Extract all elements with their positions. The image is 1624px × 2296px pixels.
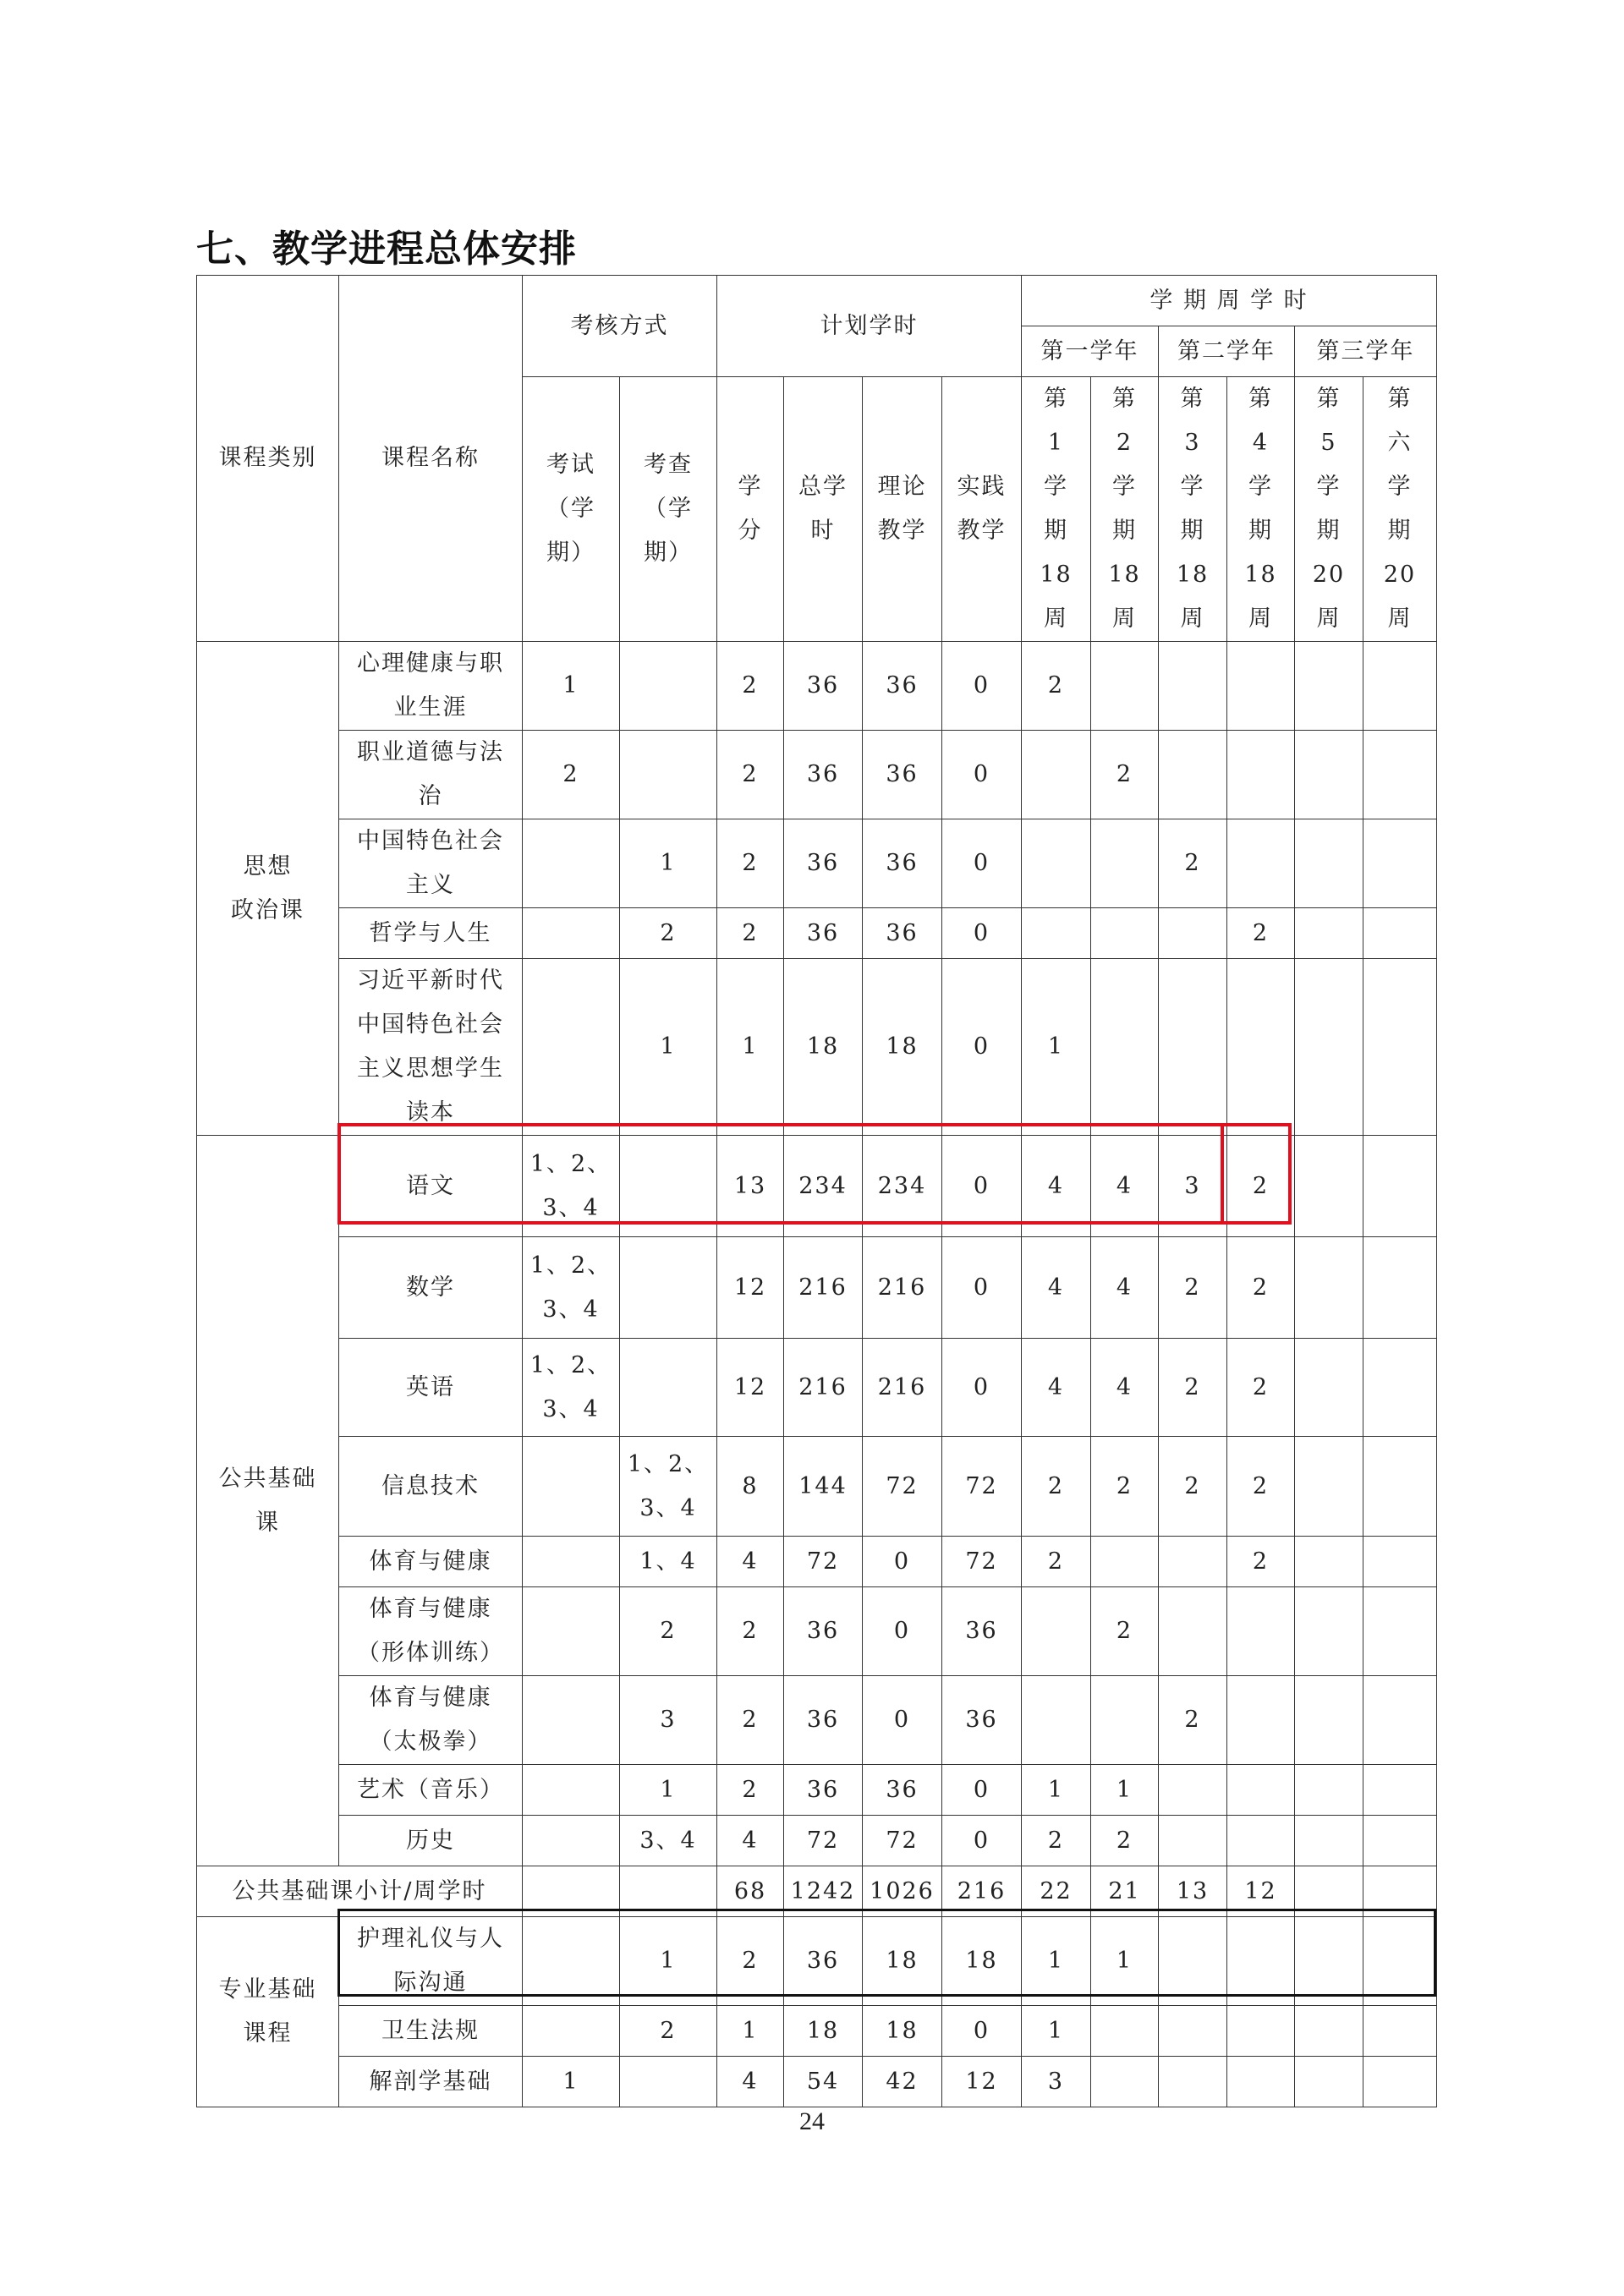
cell-t6 — [1363, 1765, 1437, 1816]
cell-t2 — [1091, 1537, 1159, 1587]
cell-t5 — [1295, 2057, 1363, 2107]
cell-t2: 2 — [1091, 1587, 1159, 1676]
cell-exam — [523, 959, 620, 1136]
cell-check — [620, 1339, 717, 1437]
cell-practice: 0 — [942, 1339, 1022, 1437]
cell-credit: 2 — [717, 1917, 784, 2006]
cell-t6 — [1363, 819, 1437, 908]
header-total-hours: 总学 时 — [784, 377, 863, 642]
cell-t5 — [1295, 1816, 1363, 1866]
cell-practice: 36 — [942, 1676, 1022, 1765]
course-name-cell: 英语 — [339, 1339, 523, 1437]
cell-t2: 4 — [1091, 1237, 1159, 1339]
cell-t5 — [1295, 1237, 1363, 1339]
cell-t4 — [1227, 1816, 1295, 1866]
cell-theory: 234 — [863, 1136, 942, 1237]
course-name-cell: 职业道德与法 治 — [339, 731, 523, 819]
cell-t1: 4 — [1022, 1237, 1091, 1339]
cell-t2: 1 — [1091, 1765, 1159, 1816]
cell-practice: 0 — [942, 1816, 1022, 1866]
cell-t1: 1 — [1022, 959, 1091, 1136]
cell-t2 — [1091, 819, 1159, 908]
header-category: 课程类别 — [197, 276, 339, 642]
cell-t6 — [1363, 1136, 1437, 1237]
header-practice: 实践 教学 — [942, 377, 1022, 642]
cell-t1: 2 — [1022, 1816, 1091, 1866]
cell-t4: 2 — [1227, 1437, 1295, 1537]
header-row — [197, 276, 1437, 326]
cell-t4 — [1227, 1765, 1295, 1816]
cell-t5 — [1295, 908, 1363, 959]
cell-t1: 1 — [1022, 1765, 1091, 1816]
cell-t6 — [1363, 1587, 1437, 1676]
cell-total: 144 — [784, 1437, 863, 1537]
cell-t2 — [1091, 908, 1159, 959]
cell-check: 1 — [620, 819, 717, 908]
header-term2: 第 2 学 期 18 周 — [1091, 377, 1159, 642]
cell-t3 — [1159, 908, 1227, 959]
table-row — [197, 1537, 1437, 1587]
cell-t5 — [1295, 1587, 1363, 1676]
cell-credit: 2 — [717, 1765, 784, 1816]
cell-theory: 216 — [863, 1237, 942, 1339]
cell-t1: 22 — [1022, 1866, 1091, 1917]
cell-t4: 2 — [1227, 1237, 1295, 1339]
highlight-box-black — [337, 1909, 1436, 1997]
cell-t4: 2 — [1227, 908, 1295, 959]
cell-check: 1 — [620, 1765, 717, 1816]
cell-theory: 0 — [863, 1587, 942, 1676]
cell-practice: 216 — [942, 1866, 1022, 1917]
cell-practice: 12 — [942, 2057, 1022, 2107]
cell-exam — [523, 1676, 620, 1765]
cell-exam — [523, 1765, 620, 1816]
cell-exam: 1、2、 3、4 — [523, 1237, 620, 1339]
cell-t6 — [1363, 1537, 1437, 1587]
cell-check — [620, 731, 717, 819]
course-name-cell: 历史 — [339, 1816, 523, 1866]
cell-t6 — [1363, 1816, 1437, 1866]
cell-check: 1 — [620, 959, 717, 1136]
cell-t5 — [1295, 731, 1363, 819]
cell-theory: 36 — [863, 642, 942, 731]
cell-credit: 8 — [717, 1437, 784, 1537]
cell-exam: 2 — [523, 731, 620, 819]
table-row — [197, 1437, 1437, 1537]
cell-practice: 0 — [942, 731, 1022, 819]
cell-practice: 72 — [942, 1437, 1022, 1537]
cell-t2: 1 — [1091, 1917, 1159, 2006]
cell-credit: 1 — [717, 959, 784, 1136]
table-row — [197, 2006, 1437, 2057]
cell-t1: 3 — [1022, 2057, 1091, 2107]
cell-credit: 2 — [717, 1676, 784, 1765]
cell-theory: 1026 — [863, 1866, 942, 1917]
header-exam: 考试 （学 期） — [523, 377, 620, 642]
course-name-cell: 卫生法规 — [339, 2006, 523, 2057]
cell-total: 36 — [784, 1765, 863, 1816]
course-name-cell: 体育与健康 （形体训练） — [339, 1587, 523, 1676]
header-theory: 理论 教学 — [863, 377, 942, 642]
cell-t3: 13 — [1159, 1866, 1227, 1917]
cell-credit: 12 — [717, 1339, 784, 1437]
cell-t3 — [1159, 642, 1227, 731]
cell-practice: 0 — [942, 1765, 1022, 1816]
cell-total: 216 — [784, 1237, 863, 1339]
cell-t3: 2 — [1159, 819, 1227, 908]
cell-exam — [523, 1816, 620, 1866]
cell-t4 — [1227, 2057, 1295, 2107]
table-row — [197, 1587, 1437, 1676]
cell-t4 — [1227, 1587, 1295, 1676]
table-row — [197, 819, 1437, 908]
header-year2: 第二学年 — [1159, 326, 1295, 377]
table-row — [197, 731, 1437, 819]
cell-practice: 72 — [942, 1537, 1022, 1587]
cell-t4 — [1227, 819, 1295, 908]
cell-total: 216 — [784, 1339, 863, 1437]
cell-theory: 36 — [863, 731, 942, 819]
cell-t4: 2 — [1227, 1136, 1295, 1237]
cell-t2: 2 — [1091, 731, 1159, 819]
cell-t2: 2 — [1091, 1437, 1159, 1537]
cell-t2 — [1091, 642, 1159, 731]
cell-t3 — [1159, 959, 1227, 1136]
cell-check: 1、4 — [620, 1537, 717, 1587]
cell-theory: 72 — [863, 1437, 942, 1537]
cell-t3 — [1159, 1587, 1227, 1676]
cell-t1: 4 — [1022, 1136, 1091, 1237]
cell-t6 — [1363, 731, 1437, 819]
cell-t2 — [1091, 2006, 1159, 2057]
cell-practice: 0 — [942, 908, 1022, 959]
highlight-box-red — [337, 1123, 1292, 1225]
section-heading: 七、教学进程总体安排 — [196, 227, 577, 271]
cell-check: 3、4 — [620, 1816, 717, 1866]
cell-t5 — [1295, 1676, 1363, 1765]
table-row — [197, 1339, 1437, 1437]
cell-t5 — [1295, 1339, 1363, 1437]
header-check: 考查 （学 期） — [620, 377, 717, 642]
cell-credit: 2 — [717, 1587, 784, 1676]
course-name-cell: 体育与健康 — [339, 1537, 523, 1587]
cell-t6 — [1363, 959, 1437, 1136]
table-row — [197, 1816, 1437, 1866]
cell-t4 — [1227, 959, 1295, 1136]
cell-check: 1 — [620, 1917, 717, 2006]
cell-practice: 18 — [942, 1917, 1022, 2006]
table-row — [197, 1237, 1437, 1339]
course-name-cell: 数学 — [339, 1237, 523, 1339]
cell-total: 36 — [784, 1587, 863, 1676]
cell-total: 18 — [784, 2006, 863, 2057]
cell-practice: 36 — [942, 1587, 1022, 1676]
cell-t3: 3 — [1159, 1136, 1227, 1237]
course-name-cell: 艺术（音乐） — [339, 1765, 523, 1816]
cell-theory: 0 — [863, 1537, 942, 1587]
cell-t3 — [1159, 1765, 1227, 1816]
cell-credit: 68 — [717, 1866, 784, 1917]
cell-check: 2 — [620, 908, 717, 959]
cell-t1: 2 — [1022, 1537, 1091, 1587]
cell-t5 — [1295, 642, 1363, 731]
cell-t2 — [1091, 1676, 1159, 1765]
cell-exam: 1 — [523, 642, 620, 731]
cell-t5 — [1295, 819, 1363, 908]
category-cell: 思想 政治课 — [197, 642, 339, 1136]
cell-check — [620, 2057, 717, 2107]
header-planned-hours: 计划学时 — [717, 276, 1022, 377]
cell-t1: 2 — [1022, 642, 1091, 731]
course-name-cell: 习近平新时代 中国特色社会 主义思想学生 读本 — [339, 959, 523, 1136]
cell-total: 1242 — [784, 1866, 863, 1917]
cell-practice: 0 — [942, 819, 1022, 908]
highlight-box-red-divider — [1221, 1123, 1292, 1225]
cell-t5 — [1295, 1437, 1363, 1537]
cell-exam: 1 — [523, 2057, 620, 2107]
cell-t3 — [1159, 1816, 1227, 1866]
category-cell: 公共基础 课 — [197, 1136, 339, 1866]
cell-check: 2 — [620, 2006, 717, 2057]
cell-credit: 13 — [717, 1136, 784, 1237]
cell-exam: 1、2、 3、4 — [523, 1339, 620, 1437]
cell-t3 — [1159, 2057, 1227, 2107]
cell-t4: 2 — [1227, 1537, 1295, 1587]
cell-total: 36 — [784, 908, 863, 959]
cell-t2: 2 — [1091, 1816, 1159, 1866]
cell-total: 234 — [784, 1136, 863, 1237]
cell-t3 — [1159, 1537, 1227, 1587]
cell-practice: 0 — [942, 2006, 1022, 2057]
cell-t1: 1 — [1022, 2006, 1091, 2057]
cell-theory: 18 — [863, 1917, 942, 2006]
table-row — [197, 1765, 1437, 1816]
cell-t6 — [1363, 2057, 1437, 2107]
cell-total: 36 — [784, 819, 863, 908]
table-row — [197, 642, 1437, 731]
cell-t1: 4 — [1022, 1339, 1091, 1437]
cell-exam — [523, 1537, 620, 1587]
header-term4: 第 4 学 期 18 周 — [1227, 377, 1295, 642]
cell-t3 — [1159, 731, 1227, 819]
header-course-name: 课程名称 — [339, 276, 523, 642]
cell-t3: 2 — [1159, 1676, 1227, 1765]
cell-credit: 1 — [717, 2006, 784, 2057]
cell-check: 2 — [620, 1587, 717, 1676]
cell-theory: 36 — [863, 1765, 942, 1816]
cell-t1 — [1022, 1676, 1091, 1765]
cell-t3: 2 — [1159, 1339, 1227, 1437]
cell-t4 — [1227, 642, 1295, 731]
cell-theory: 36 — [863, 819, 942, 908]
header-year1: 第一学年 — [1022, 326, 1159, 377]
cell-t1: 1 — [1022, 1917, 1091, 2006]
cell-t6 — [1363, 2006, 1437, 2057]
cell-t2: 4 — [1091, 1339, 1159, 1437]
cell-credit: 4 — [717, 1816, 784, 1866]
cell-credit: 4 — [717, 2057, 784, 2107]
cell-t6 — [1363, 908, 1437, 959]
cell-exam: 1、2、 3、4 — [523, 1136, 620, 1237]
cell-theory: 36 — [863, 908, 942, 959]
course-name-cell: 中国特色社会 主义 — [339, 819, 523, 908]
cell-t4 — [1227, 731, 1295, 819]
cell-t6 — [1363, 1237, 1437, 1339]
cell-credit: 2 — [717, 819, 784, 908]
cell-theory: 18 — [863, 2006, 942, 2057]
header-weekly-hours: 学 期 周 学 时 — [1022, 276, 1437, 326]
page-number: 24 — [799, 2107, 825, 2135]
table-row — [197, 908, 1437, 959]
cell-credit: 2 — [717, 642, 784, 731]
cell-t1 — [1022, 819, 1091, 908]
subtotal-label: 公共基础课小计/周学时 — [197, 1866, 523, 1917]
cell-t3 — [1159, 2006, 1227, 2057]
header-year3: 第三学年 — [1295, 326, 1437, 377]
cell-total: 54 — [784, 2057, 863, 2107]
cell-t4 — [1227, 1676, 1295, 1765]
cell-exam — [523, 1437, 620, 1537]
cell-practice: 0 — [942, 1237, 1022, 1339]
cell-practice: 0 — [942, 1136, 1022, 1237]
table-row — [197, 2057, 1437, 2107]
cell-exam — [523, 819, 620, 908]
cell-t5 — [1295, 1537, 1363, 1587]
header-term5: 第 5 学 期 20 周 — [1295, 377, 1363, 642]
cell-t6 — [1363, 642, 1437, 731]
cell-exam — [523, 908, 620, 959]
cell-t6 — [1363, 1676, 1437, 1765]
cell-theory: 18 — [863, 959, 942, 1136]
cell-t5 — [1295, 2006, 1363, 2057]
cell-total: 18 — [784, 959, 863, 1136]
course-name-cell: 体育与健康 （太极拳） — [339, 1676, 523, 1765]
course-name-cell: 语文 — [339, 1136, 523, 1237]
cell-t5 — [1295, 959, 1363, 1136]
cell-theory: 216 — [863, 1339, 942, 1437]
cell-t1: 2 — [1022, 1437, 1091, 1537]
cell-t6 — [1363, 1437, 1437, 1537]
cell-t5 — [1295, 1765, 1363, 1816]
header-term1: 第 1 学 期 18 周 — [1022, 377, 1091, 642]
course-name-cell: 哲学与人生 — [339, 908, 523, 959]
cell-total: 36 — [784, 642, 863, 731]
cell-exam — [523, 1587, 620, 1676]
table-row — [197, 1676, 1437, 1765]
cell-theory: 42 — [863, 2057, 942, 2107]
course-name-cell: 解剖学基础 — [339, 2057, 523, 2107]
header-assessment: 考核方式 — [523, 276, 717, 377]
cell-t4: 12 — [1227, 1866, 1295, 1917]
course-name-cell: 护理礼仪与人 际沟通 — [339, 1917, 523, 2006]
header-credits: 学 分 — [717, 377, 784, 642]
cell-total: 36 — [784, 731, 863, 819]
cell-theory: 0 — [863, 1676, 942, 1765]
cell-t2: 21 — [1091, 1866, 1159, 1917]
cell-t1 — [1022, 1587, 1091, 1676]
cell-t4 — [1227, 2006, 1295, 2057]
cell-credit: 12 — [717, 1237, 784, 1339]
cell-total: 72 — [784, 1537, 863, 1587]
cell-t3: 2 — [1159, 1437, 1227, 1537]
cell-theory: 72 — [863, 1816, 942, 1866]
cell-total: 72 — [784, 1816, 863, 1866]
cell-t1 — [1022, 908, 1091, 959]
cell-check — [620, 1237, 717, 1339]
cell-t3: 2 — [1159, 1237, 1227, 1339]
cell-check — [620, 642, 717, 731]
category-cell: 专业基础 课程 — [197, 1917, 339, 2107]
cell-t2 — [1091, 959, 1159, 1136]
cell-credit: 4 — [717, 1537, 784, 1587]
cell-exam — [523, 2006, 620, 2057]
cell-credit: 2 — [717, 731, 784, 819]
header-term6: 第 六 学 期 20 周 — [1363, 377, 1437, 642]
cell-t2: 4 — [1091, 1136, 1159, 1237]
cell-total: 36 — [784, 1676, 863, 1765]
course-name-cell: 心理健康与职 业生涯 — [339, 642, 523, 731]
cell-t4: 2 — [1227, 1339, 1295, 1437]
header-term3: 第 3 学 期 18 周 — [1159, 377, 1227, 642]
cell-check: 1、2、 3、4 — [620, 1437, 717, 1537]
cell-practice: 0 — [942, 959, 1022, 1136]
course-name-cell: 信息技术 — [339, 1437, 523, 1537]
cell-t6 — [1363, 1339, 1437, 1437]
cell-t2 — [1091, 2057, 1159, 2107]
cell-t1 — [1022, 731, 1091, 819]
cell-credit: 2 — [717, 908, 784, 959]
table-row — [197, 959, 1437, 1136]
cell-total: 36 — [784, 1917, 863, 2006]
cell-t5 — [1295, 1136, 1363, 1237]
cell-check: 3 — [620, 1676, 717, 1765]
cell-practice: 0 — [942, 642, 1022, 731]
